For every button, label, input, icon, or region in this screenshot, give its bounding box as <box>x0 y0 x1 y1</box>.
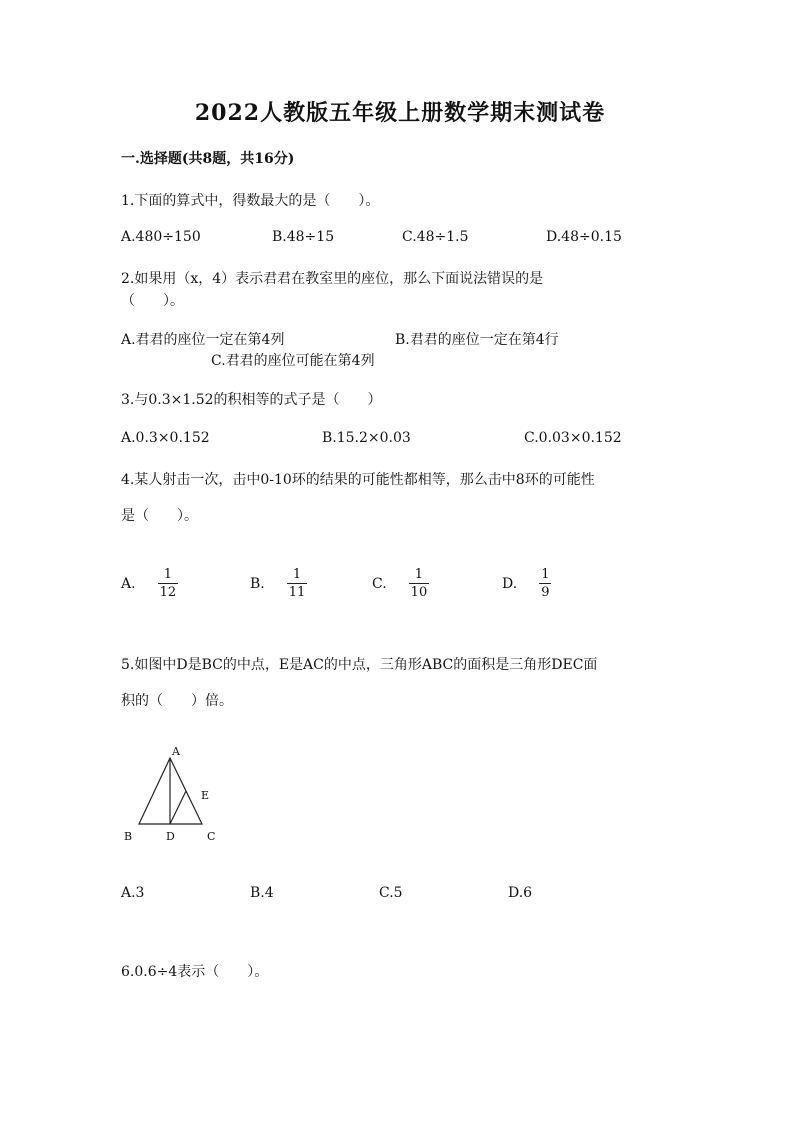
q3-option-c: C.0.03×0.152 <box>524 430 622 446</box>
q5-option-c: C.5 <box>379 885 403 901</box>
vertex-label-e: E <box>201 789 210 802</box>
q3-option-a: A.0.3×0.152 <box>121 430 210 446</box>
q1-option-d: D.48÷0.15 <box>546 229 622 245</box>
q4-option-d-fraction <box>539 567 551 600</box>
question-5-stem-line2: 积的（ ）倍。 <box>121 693 233 709</box>
question-3-stem: 3.与0.3×1.52的积相等的式子是（ ） <box>121 392 382 408</box>
fraction-denominator: 11 <box>288 585 306 600</box>
question-4-stem-line2: 是（ ）。 <box>121 508 198 524</box>
question-2-stem-line2: （ ）。 <box>121 293 184 309</box>
q5-option-b: B.4 <box>250 885 274 901</box>
q4-option-b-label: B. <box>250 575 265 592</box>
vertex-label-a: A <box>172 745 180 758</box>
question-6-stem: 6.0.6÷4表示（ ）。 <box>121 964 269 980</box>
q4-option-d-label: D. <box>502 575 518 592</box>
vertex-label-b: B <box>124 830 133 843</box>
triangle-figure <box>115 738 225 848</box>
q4-option-c <box>372 567 429 600</box>
q4-option-b <box>250 567 307 600</box>
q3-option-b: B.15.2×0.03 <box>322 430 411 446</box>
q4-option-c-label: C. <box>372 575 387 592</box>
question-5-stem-line1: 5.如图中D是BC的中点，E是AC的中点，三角形ABC的面积是三角形DEC面 <box>121 657 598 673</box>
q4-option-d <box>502 567 551 600</box>
question-1-stem: 1.下面的算式中，得数最大的是（ ）。 <box>121 193 380 209</box>
q2-option-c: C.君君的座位可能在第4列 <box>211 353 375 369</box>
q5-option-a: A.3 <box>121 885 145 901</box>
fraction-numerator: 1 <box>541 567 550 582</box>
page-title: 2022人教版五年级上册数学期末测试卷 <box>194 100 606 126</box>
vertex-label-c: C <box>207 830 216 843</box>
q2-option-a: A.君君的座位一定在第4列 <box>121 332 285 348</box>
q4-option-a-label: A. <box>121 575 136 592</box>
vertex-label-d: D <box>166 830 175 843</box>
q1-option-b: B.48÷15 <box>272 229 335 245</box>
q4-option-a <box>121 567 178 600</box>
fraction-numerator: 1 <box>158 567 179 584</box>
fraction-denominator: 10 <box>410 585 428 600</box>
question-2-stem-line1: 2.如果用（x，4）表示君君在教室里的座位，那么下面说法错误的是 <box>121 271 544 287</box>
q1-option-a: A.480÷150 <box>121 229 201 245</box>
section-heading: 一.选择题(共8题，共16分) <box>121 151 295 167</box>
question-4-stem-line1: 4.某人射击一次，击中0-10环的结果的可能性都相等，那么击中8环的可能性 <box>121 472 595 488</box>
q4-option-a-fraction <box>158 567 179 600</box>
segment-de <box>170 791 186 824</box>
fraction-numerator: 1 <box>409 567 430 584</box>
q4-option-b-fraction <box>287 567 308 600</box>
q5-option-d: D.6 <box>508 885 533 901</box>
q1-option-c: C.48÷1.5 <box>402 229 469 245</box>
fraction-numerator: 1 <box>287 567 308 584</box>
fraction-denominator: 12 <box>159 585 177 600</box>
q4-option-c-fraction <box>409 567 430 600</box>
fraction-denominator: 9 <box>541 585 550 600</box>
q2-option-b: B.君君的座位一定在第4行 <box>395 332 559 348</box>
